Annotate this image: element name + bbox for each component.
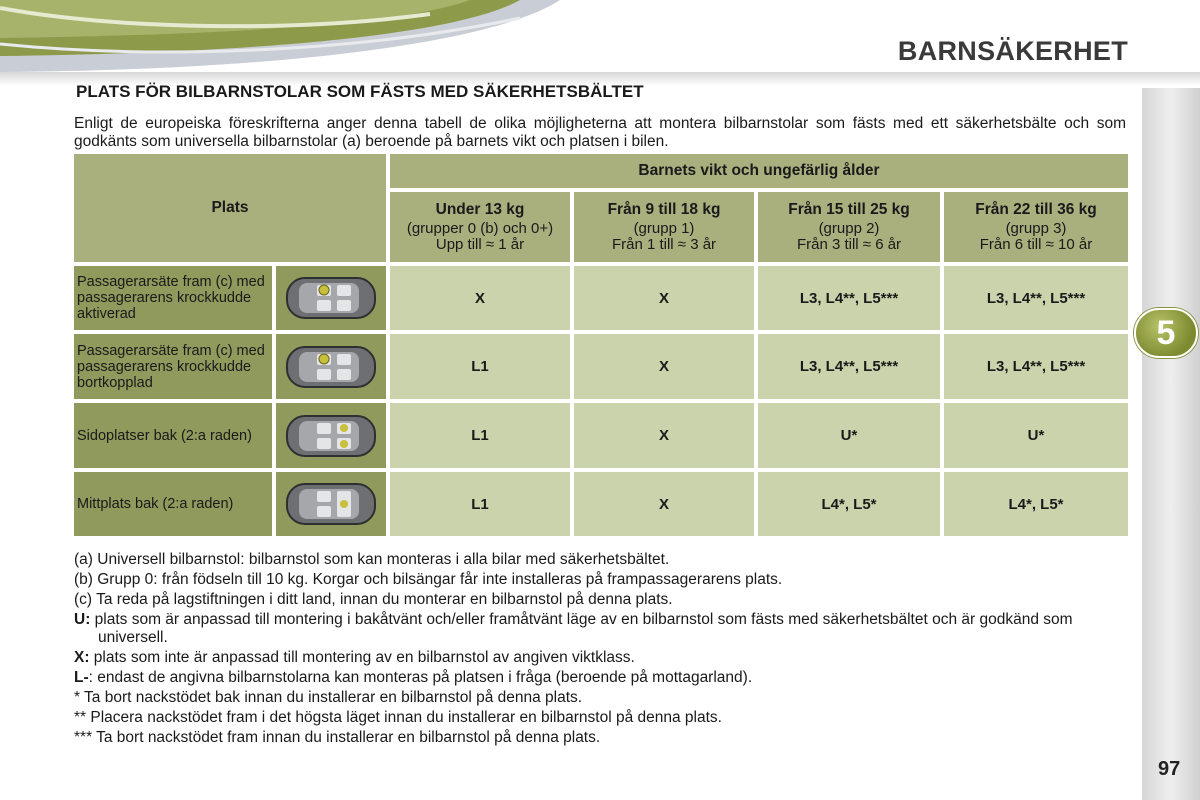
table-cell: U* [944,403,1128,468]
table-cell: X [574,472,754,536]
footnote-star1: * Ta bort nackstödet bak innan du installerar en bilbarnstol på denna plats. [74,689,583,706]
table-cell: L1 [390,334,570,399]
chapter-tab[interactable]: 5 [1134,308,1198,358]
row-label-rear-middle: Mittplats bak (2:a raden) [74,472,272,536]
footnote-star2: ** Placera nackstödet fram i det högsta läget innan du installerar en bilbarnstol på denna plats. [74,709,722,726]
legend-u-key: U: [74,611,91,628]
table-cell: L4*, L5* [944,472,1128,536]
chapter-sidebar [1142,88,1200,800]
column-weight: Från 15 till 25 kg [788,200,910,218]
footnote-star3: *** Ta bort nackstödet fram innan du installerar en bilbarnstol på denna plats. [74,729,601,746]
row-image-cell [276,403,386,468]
footnotes [74,551,1128,749]
column-header-1 [390,192,570,262]
table-cell: L1 [390,472,570,536]
row-label-rear-side: Sidoplatser bak (2:a raden) [74,403,272,468]
legend-x [74,649,1128,667]
intro-paragraph: Enligt de europeiska föreskrifterna anger denna tabell de olika möjligheterna att montera bilbarnstolar som fästs med ett säkerhetsbälte och som godkänts som universella bilbarnstolar (a) beroende på barnets vikt och platsen i bilen. [74,115,1126,150]
table-cell: L3, L4**, L5*** [758,334,940,399]
legend-x-key: X: [74,649,90,666]
footnote-a: (a) Universell bilbarnstol: bilbarnstol som kan monteras i alla bilar med säkerhetsbältet. [74,551,670,568]
column-group: (grupp 1) [633,219,695,237]
table-cell: X [574,334,754,399]
group-header: Barnets vikt och ungefärlig ålder [390,154,1128,188]
table-cell: L1 [390,403,570,468]
legend-l-text: : endast de angivna bilbarnstolarna kan monteras på platsen i fråga (beroende på mottagarland). [88,669,753,686]
column-age: Från 3 till ≈ 6 år [796,235,902,253]
column-group: (grupper 0 (b) och 0+) [406,219,554,237]
car-front-seat-airbag-off-icon [283,341,379,393]
column-group: (grupp 3) [1005,219,1067,237]
footnote-b: (b) Grupp 0: från födseln till 10 kg. Korgar och bilsängar får inte installeras på frampassagerarens plats. [74,571,783,588]
legend-x-text: plats som inte är anpassad till montering av en bilbarnstol av angiven viktklass. [89,649,635,666]
column-group: (grupp 2) [818,219,880,237]
table-cell: U* [758,403,940,468]
column-weight: Från 22 till 36 kg [975,200,1097,218]
column-weight: Från 9 till 18 kg [607,200,721,218]
column-weight: Under 13 kg [435,200,525,218]
table-cell: L3, L4**, L5*** [758,266,940,330]
table-cell: L4*, L5* [758,472,940,536]
footnote-c: (c) Ta reda på lagstiftningen i ditt land, innan du monterar en bilbarnstol på denna plats. [74,591,673,608]
column-age: Upp till ≈ 1 år [435,235,525,253]
page-title: BARNSÄKERHET [897,36,1128,66]
column-age: Från 6 till ≈ 10 år [979,235,1093,253]
car-front-seat-airbag-on-icon [283,272,379,324]
plats-header: Plats [74,154,386,262]
row-image-cell [276,266,386,330]
legend-l-key: L- [74,669,89,686]
column-header-4 [944,192,1128,262]
table-cell: L3, L4**, L5*** [944,266,1128,330]
column-header-2 [574,192,754,262]
row-image-cell [276,334,386,399]
page-number: 97 [1158,758,1181,780]
car-rear-side-seats-icon [283,410,379,462]
legend-u [74,611,1128,647]
table-cell: L3, L4**, L5*** [944,334,1128,399]
column-header-3 [758,192,940,262]
row-label-front-airbag-on: Passagerarsäte fram (c) med passagerarens krockkudde aktiverad [74,266,272,330]
legend-u-text: plats som är anpassad till montering i bakåtvänt och/eller framåtvänt läge av en bilbarnstol som fästs med säkerhetsbältet och är godkänd som universell. [90,611,1073,646]
row-image-cell [276,472,386,536]
section-title: PLATS FÖR BILBARNSTOLAR SOM FÄSTS MED SÄKERHETSBÄLTET [76,82,644,101]
table-cell: X [390,266,570,330]
car-rear-middle-seat-icon [283,478,379,530]
table-cell: X [574,403,754,468]
legend-l [74,669,1128,687]
row-label-front-airbag-off: Passagerarsäte fram (c) med passagerarens krockkudde bortkopplad [74,334,272,399]
column-age: Från 1 till ≈ 3 år [611,235,717,253]
table-cell: X [574,266,754,330]
